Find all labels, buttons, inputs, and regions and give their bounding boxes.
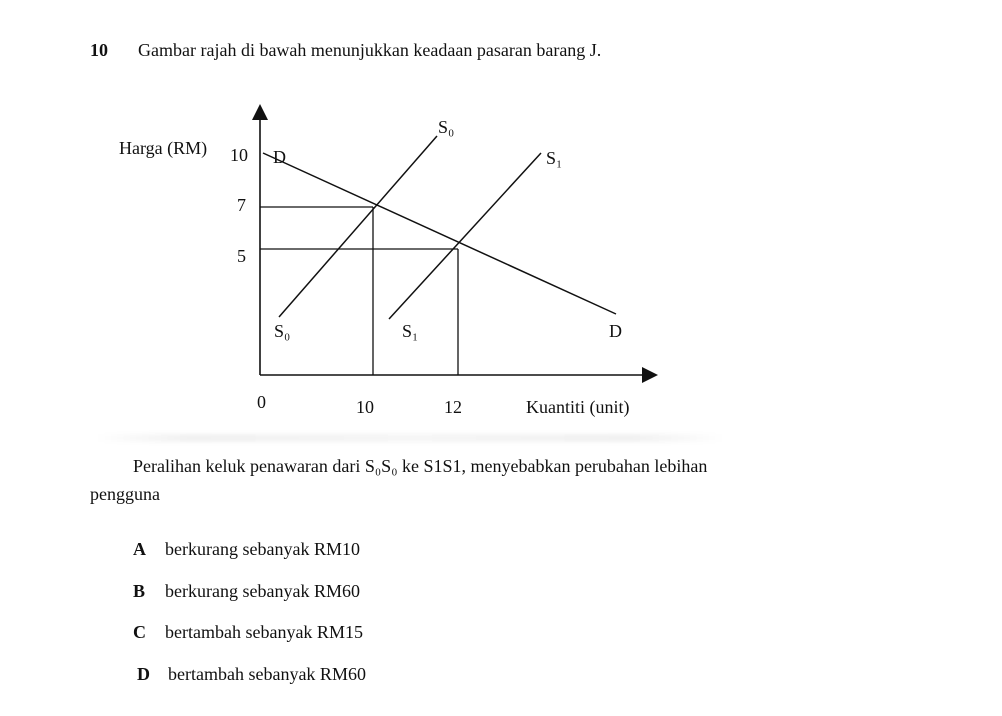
- scan-smudge: [95, 434, 725, 442]
- question-stem-line1: Peralihan keluk penawaran dari S₀S₀ ke S1S1, menyebabkan perubahan lebihan: [133, 456, 708, 476]
- x-tick-12: 12: [444, 397, 462, 417]
- option-b-text: berkurang sebanyak RM60: [165, 581, 360, 601]
- x-tick-0: 0: [257, 392, 266, 412]
- question-text: Gambar rajah di bawah menunjukkan keadaan pasaran barang J.: [138, 40, 602, 60]
- option-b[interactable]: [133, 581, 360, 602]
- demand-label-bottom: D: [609, 321, 622, 341]
- supply-curve-s1: [389, 153, 541, 319]
- option-c-text: bertambah sebanyak RM15: [165, 622, 363, 642]
- option-b-letter: B: [133, 581, 146, 601]
- demand-curve: [263, 153, 616, 314]
- demand-label-top: D: [273, 147, 286, 167]
- s0-label-top: S₀: [438, 117, 455, 137]
- option-a-text: berkurang sebanyak RM10: [165, 539, 360, 559]
- question-number: 10: [90, 40, 108, 60]
- option-a[interactable]: [133, 539, 360, 560]
- question-stem-line2: pengguna: [90, 484, 160, 504]
- option-c[interactable]: [133, 622, 363, 643]
- option-d-letter: D: [137, 664, 150, 684]
- y-tick-10: 10: [230, 145, 248, 165]
- y-tick-7: 7: [237, 195, 246, 215]
- x-axis-title: Kuantiti (unit): [526, 397, 630, 417]
- s0-label-bottom: S₀: [274, 321, 291, 341]
- s1-label-top: S₁: [546, 148, 563, 168]
- option-d-text: bertambah sebanyak RM60: [168, 664, 366, 684]
- s1-label-bottom: S₁: [402, 321, 419, 341]
- option-c-letter: C: [133, 622, 146, 642]
- y-axis-title: Harga (RM): [119, 138, 208, 158]
- y-tick-5: 5: [237, 246, 246, 266]
- supply-curve-s0: [279, 136, 437, 317]
- option-a-letter: A: [133, 539, 146, 559]
- option-d[interactable]: [137, 664, 366, 685]
- x-tick-10: 10: [356, 397, 374, 417]
